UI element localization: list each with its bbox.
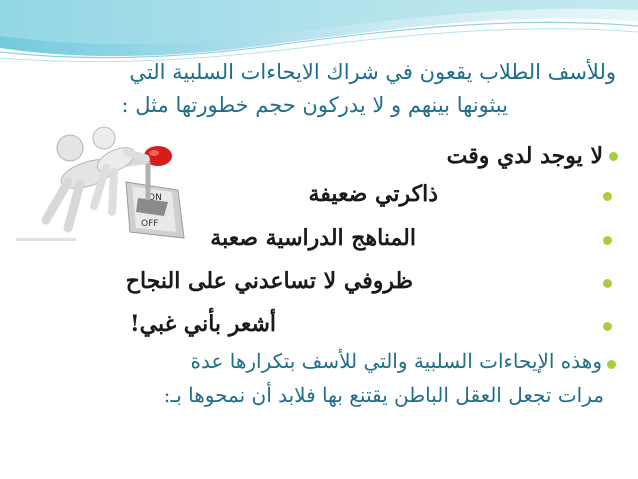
list-item (126, 268, 413, 294)
bullet-icon (603, 322, 612, 331)
switch-illustration (8, 120, 213, 245)
list-item-text: ظروفي لا تساعدني على النجاح (125, 268, 413, 294)
bullet-icon (603, 192, 612, 201)
svg-text:OFF: OFF (141, 219, 159, 229)
intro-line-2: يبثونها بينهم و لا يدركون حجم خطورتها مثل : (121, 93, 508, 117)
svg-text:ON: ON (148, 193, 162, 203)
closing-line-1: وهذه الإيحاءات السلبية والتي للأسف بتكرارها عدة (190, 349, 602, 373)
on-off-switch-icon (126, 182, 184, 238)
closing-line-2: مرات تجعل العقل الباطن يقتنع بها فلابد أن نمحوها بـ: (163, 383, 604, 407)
bullet-icon (603, 236, 612, 245)
list-item-text: المناهج الدراسية صعبة (210, 225, 416, 251)
list-item (309, 181, 439, 207)
list-item-text: ذاكرتي ضعيفة (308, 181, 438, 207)
list-item (447, 143, 618, 169)
list-item-text: لا يوجد لدي وقت (446, 143, 603, 169)
bullet-icon (607, 360, 616, 369)
intro-line-1: وللأسف الطلاب يقعون في شراك الايحاءات السلبية التي (129, 60, 616, 84)
list-item-text: أشعر بأني غبي! (129, 311, 276, 337)
bullet-icon (609, 152, 618, 161)
bullet-icon (603, 279, 612, 288)
list-item (130, 311, 276, 337)
list-item (210, 225, 416, 251)
